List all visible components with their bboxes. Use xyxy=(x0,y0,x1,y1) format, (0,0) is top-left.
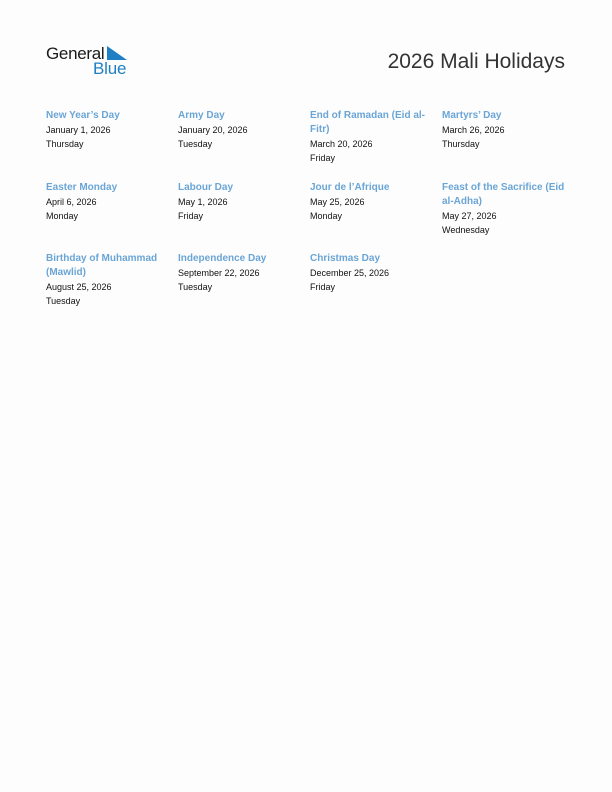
holiday-item xyxy=(46,252,178,324)
holiday-name: Jour de l’Afrique xyxy=(310,181,390,193)
holiday-list xyxy=(46,109,576,324)
holiday-date: March 26, 2026 xyxy=(442,125,505,135)
page-title: 2026 Mali Holidays xyxy=(387,50,565,73)
holiday-date: May 1, 2026 xyxy=(178,196,228,207)
holiday-date: May 25, 2026 xyxy=(310,196,365,207)
holiday-name: Labour Day xyxy=(178,181,234,193)
holiday-date: August 25, 2026 xyxy=(46,282,112,292)
holiday-item xyxy=(178,252,310,324)
holiday-item xyxy=(310,181,442,253)
holiday-weekday: Wednesday xyxy=(442,224,490,235)
holiday-item xyxy=(310,109,442,181)
holiday-date: March 20, 2026 xyxy=(310,139,373,149)
holiday-weekday: Tuesday xyxy=(178,139,213,149)
holiday-item xyxy=(178,109,310,181)
holiday-item xyxy=(442,109,576,181)
holiday-date: January 20, 2026 xyxy=(178,125,248,135)
holiday-weekday: Friday xyxy=(310,282,336,292)
holiday-date: December 25, 2026 xyxy=(310,268,390,278)
holiday-item xyxy=(310,252,442,324)
holiday-weekday: Friday xyxy=(310,153,336,163)
logo xyxy=(46,44,136,78)
holiday-name: Easter Monday xyxy=(46,181,118,193)
holiday-item xyxy=(46,109,178,181)
holiday-weekday: Monday xyxy=(310,210,343,221)
holiday-item xyxy=(46,181,178,253)
holiday-name: Independence Day xyxy=(178,253,267,264)
holiday-name: Christmas Day xyxy=(310,253,381,264)
logo-general-text: General xyxy=(46,44,105,63)
holiday-name: End of Ramadan (Eid al-Fitr) xyxy=(310,110,426,135)
holiday-weekday: Monday xyxy=(46,210,79,221)
holiday-date: April 6, 2026 xyxy=(46,196,97,207)
logo-triangle-icon xyxy=(107,46,127,60)
holiday-name: Army Day xyxy=(178,110,225,121)
holiday-name: Feast of the Sacrifice (Eid al-Adha) xyxy=(442,181,565,207)
holiday-weekday: Tuesday xyxy=(46,296,81,306)
holiday-date: September 22, 2026 xyxy=(178,268,260,278)
holiday-weekday: Thursday xyxy=(46,139,84,149)
holiday-weekday: Friday xyxy=(178,210,204,221)
holiday-item xyxy=(442,181,576,253)
holiday-date: May 27, 2026 xyxy=(442,210,497,221)
holiday-weekday: Tuesday xyxy=(178,282,213,292)
holiday-name: Martyrs’ Day xyxy=(442,110,502,121)
logo-blue-text: Blue xyxy=(93,59,127,78)
holiday-name: New Year’s Day xyxy=(46,110,120,121)
holiday-item xyxy=(178,181,310,253)
holiday-weekday: Thursday xyxy=(442,139,480,149)
holiday-date: January 1, 2026 xyxy=(46,125,111,135)
holiday-name: Birthday of Muhammad (Mawlid) xyxy=(46,253,158,278)
